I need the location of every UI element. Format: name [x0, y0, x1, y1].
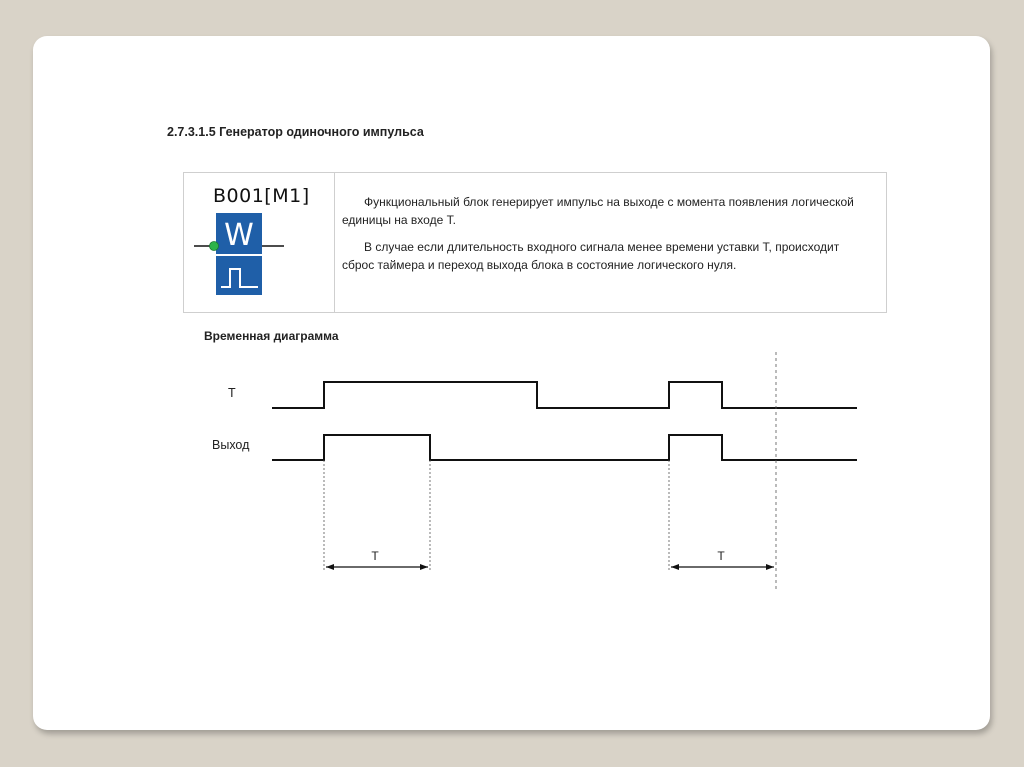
description-paragraph-1: Функциональный блок генерирует импульс на выходе с момента появления логической единицы на входе T. [342, 195, 854, 227]
signal-t-label: T [228, 386, 236, 400]
signal-t-waveform [272, 382, 857, 408]
signal-output-label: Выход [212, 438, 250, 452]
description-paragraph-2: В случае если длительность входного сигнала менее времени уставки T, происходит сброс таймера и переход выхода блока в состояние логического нуля. [342, 240, 840, 272]
diagram-title: Временная диаграмма [204, 329, 339, 343]
interval-label-2: T [717, 549, 725, 563]
interval-arrow-1 [326, 564, 428, 570]
icon-letter: W [224, 218, 254, 253]
interval-arrow-2 [671, 564, 774, 570]
section-heading: 2.7.3.1.5 Генератор одиночного импульса [167, 125, 424, 139]
block-id-label: B001[M1] [213, 185, 310, 207]
signal-output-waveform [272, 435, 857, 460]
interval-label-1: T [371, 549, 379, 563]
